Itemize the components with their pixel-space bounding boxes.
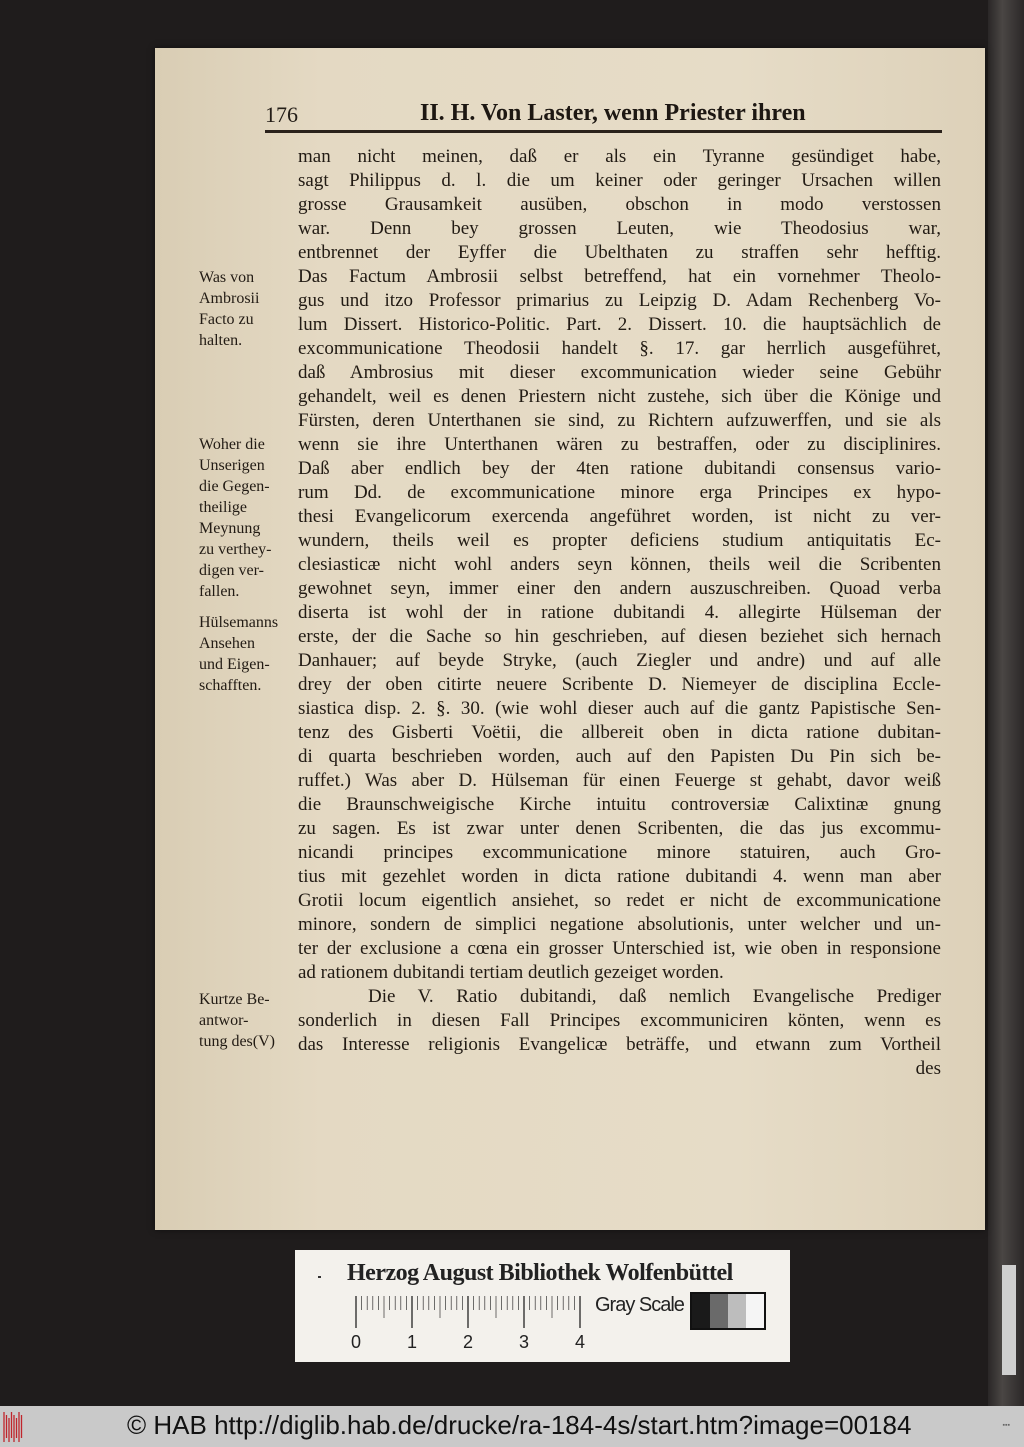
text-line: gehandelt, weil es denen Priestern nicht zustehe, sich über die Könige und <box>298 386 941 407</box>
text-line: des <box>915 1058 941 1079</box>
ruler-number: 3 <box>518 1332 530 1352</box>
margin-note-line: und Eigen- <box>199 656 270 673</box>
text-line: wundern, theils weil es propter deficiens studium antiquitatis Ec- <box>298 530 941 551</box>
margin-note-line: fallen. <box>199 583 240 600</box>
margin-note-line: antwor- <box>199 1012 249 1029</box>
ruler-number: 0 <box>351 1332 362 1352</box>
text-line: gus und itzo Professor primarius zu Leipzig D. Adam Rechenberg Vo- <box>298 290 941 311</box>
text-line: tenz des Gisberti Voëtii, die allbereit oben in dicta ratione dubitan- <box>298 722 941 743</box>
text-line: ad rationem dubitandi tertiam deutlich gezeiget worden. <box>298 962 724 983</box>
text-line: wenn sie ihre Unterthanen wären zu bestraffen, oder zu disciplinires. <box>298 434 941 455</box>
ruler-scale <box>351 1296 591 1352</box>
gray-swatch <box>746 1294 764 1328</box>
text-line: ter der exclusione a cœna ein grosser Unterschied ist, wie oben in responsione <box>298 938 941 959</box>
text-line: tius mit gezehlet worden in dicta ratione dubitandi 4. wenn man aber <box>298 866 941 887</box>
text-line: daß Ambrosius mit dieser excommunication wieder seine Gebühr <box>298 362 941 383</box>
text-line: Die V. Ratio dubitandi, daß nemlich Evangelische Prediger <box>368 986 941 1007</box>
text-line: ruffet.) Was aber D. Hülseman für einen Feuerge st gehabt, davor weiß <box>298 770 941 791</box>
gray-scale-label: Gray Scale <box>595 1294 684 1316</box>
margin-note-line: Meynung <box>199 520 261 537</box>
margin-note-line: tung des(V) <box>199 1033 275 1050</box>
gray-scale-swatches <box>690 1292 766 1330</box>
text-line: erste, der die Sache so hin geschrieben, auf diesen beziehet sich hernach <box>298 626 941 647</box>
margin-note-line: die Gegen- <box>199 478 270 495</box>
text-line: clesiasticæ nicht wohl anders seyn können, theils weil die Scribenten <box>298 554 941 575</box>
text-line: Daß aber endlich bey der 4ten ratione dubitandi consensus vario- <box>298 458 941 479</box>
margin-note <box>199 989 294 1052</box>
text-line: drey der oben citirte neuere Scribente D. Niemeyer de disciplina Eccle- <box>298 674 941 695</box>
header-rule <box>265 130 942 133</box>
text-line: excommunicatione Theodosii handelt §. 17. gar herrlich ausgeführet, <box>298 338 941 359</box>
text-line: gewohnet seyn, immer einer den andern auszuschreiben. Quoad verba <box>298 578 941 599</box>
margin-note-line: digen ver- <box>199 562 264 579</box>
margin-note <box>199 267 294 351</box>
footer-bar <box>0 1406 1024 1447</box>
margin-note-line: Was von <box>199 269 255 286</box>
footer-mini-mark: ▪▪▪ <box>1002 1422 1010 1429</box>
text-line: sonderlich in diesen Fall Principes excommuniciren könten, wenn es <box>298 1010 941 1031</box>
text-line: war. Denn bey grossen Leuten, wie Theodosius war, <box>298 218 941 239</box>
margin-note-line: halten. <box>199 332 243 349</box>
gray-swatch <box>692 1294 710 1328</box>
text-line: entbrennet der Eyffer die Ubelthaten zu straffen sehr hefftig. <box>298 242 941 263</box>
margin-note <box>199 434 294 602</box>
text-line: thesi Evangelicorum exercenda angeführet worden, ist nicht zu ver- <box>298 506 941 527</box>
margin-note-line: schafften. <box>199 677 262 694</box>
text-line: Danhauer; auf beyde Stryke, (auch Ziegler und andre) und auf alle <box>298 650 941 671</box>
ruler-number: 1 <box>406 1332 418 1352</box>
text-line: das Interesse religionis Evangelicæ beträffe, und etwann zum Vortheil <box>298 1034 941 1055</box>
margin-note-line: Woher die <box>199 436 265 453</box>
ruler-number: 2 <box>462 1332 474 1352</box>
text-line: die Braunschweigische Kirche intuitu controversiæ Calixtinæ gnung <box>298 794 941 815</box>
gray-swatch <box>710 1294 728 1328</box>
text-line: man nicht meinen, daß er als ein Tyranne gesündiget habe, <box>298 146 941 167</box>
adjacent-page-edge <box>988 0 1024 1406</box>
text-line: zu sagen. Es ist zwar unter denen Scribenten, die das jus excommu- <box>298 818 941 839</box>
copyright-link[interactable]: © HAB http://diglib.hab.de/drucke/ra-184-4s/start.htm?image=00184 <box>127 1410 912 1440</box>
adjacent-label-strip <box>1002 1265 1016 1375</box>
margin-note-line: theilige <box>199 499 247 516</box>
margin-note-line: Facto zu <box>199 311 254 328</box>
text-line: sagt Philippus d. l. die um keiner oder geringer Ursachen willen <box>298 170 941 191</box>
hab-logo-icon <box>3 1410 23 1444</box>
label-dot <box>318 1276 321 1278</box>
margin-note-line: Kurtze Be- <box>199 991 270 1008</box>
library-name: Herzog August Bibliothek Wolfenbüttel <box>347 1260 733 1286</box>
margin-note-line: Ambrosii <box>199 290 260 307</box>
text-line: lum Dissert. Historico-Politic. Part. 2. Dissert. 10. die hauptsächlich de <box>298 314 941 335</box>
library-label <box>295 1250 790 1362</box>
text-line: Fürsten, deren Unterthanen sie sind, zu Richtern aufzuwerffen, und sie als <box>298 410 941 431</box>
text-line: diserta ist wohl der in ratione dubitandi 4. allegirte Hülseman der <box>298 602 941 623</box>
margin-note-line: Unserigen <box>199 457 265 474</box>
text-line: di quarta beschrieben worden, auch auf den Papisten Du Pin sich be- <box>298 746 941 767</box>
text-line: Grotii locum eigentlich ansiehet, so redet er nicht de excommunicatione <box>298 890 941 911</box>
text-line: minore, sondern de simplici negatione absolutionis, unter welcher und un- <box>298 914 941 935</box>
margin-note-line: Hülsemanns <box>199 614 279 631</box>
text-line: grosse Grausamkeit ausüben, obschon in modo verstossen <box>298 194 941 215</box>
body-text <box>298 145 941 1081</box>
page-number: 176 <box>265 102 298 127</box>
margin-note <box>199 612 294 696</box>
text-line: siastica disp. 2. §. 30. (wie wohl dieser auch auf die gantz Papistische Sen- <box>298 698 941 719</box>
text-line: Das Factum Ambrosii selbst betreffend, hat ein vornehmer Theolo- <box>298 266 941 287</box>
ruler-number: 4 <box>574 1332 586 1352</box>
running-title: II. H. Von Laster, wenn Priester ihren <box>420 100 806 126</box>
margin-note-line: Ansehen <box>199 635 255 652</box>
margin-note-line: zu verthey- <box>199 541 272 558</box>
text-line: nicandi principes excommunicatione minore statuiren, auch Gro- <box>298 842 941 863</box>
gray-swatch <box>728 1294 746 1328</box>
text-line: rum Dd. de excommunicatione minore erga Principes ex hypo- <box>298 482 941 503</box>
